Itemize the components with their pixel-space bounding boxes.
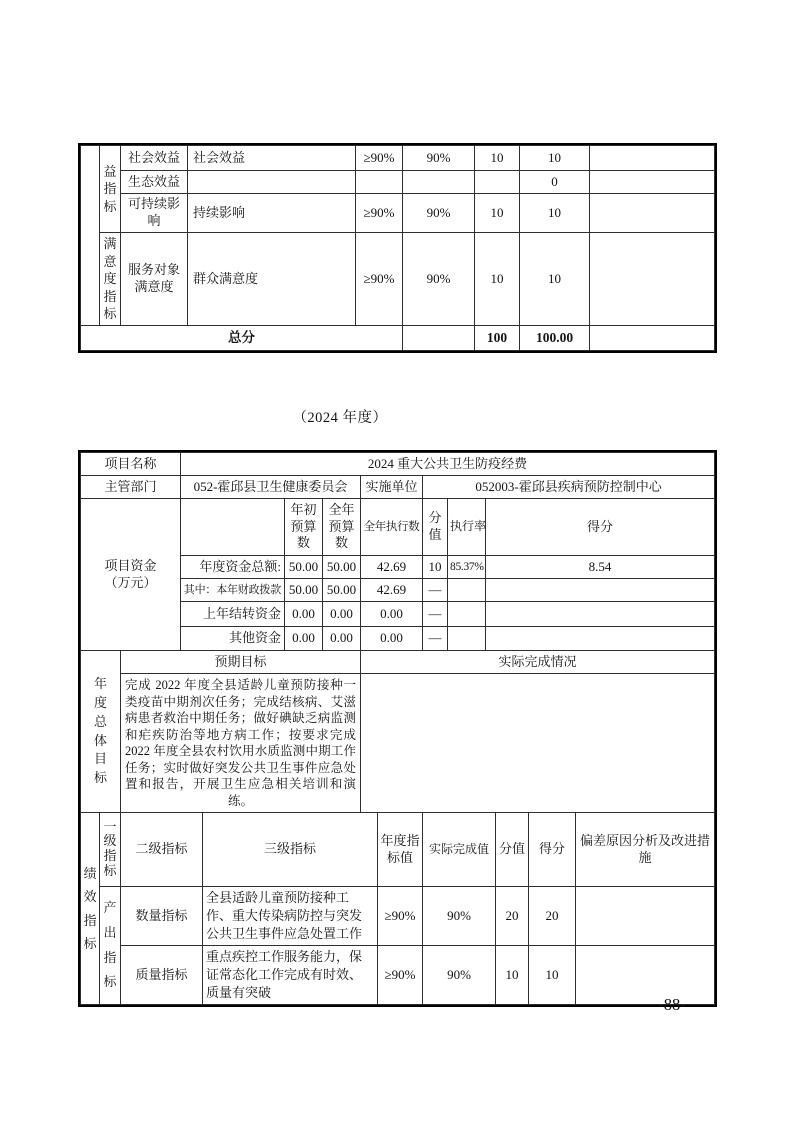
perf-header-l2-cell: 二级指标: [121, 813, 203, 887]
satisfaction-group-cell: [100, 233, 121, 326]
funds-header-blank-cell: [181, 499, 285, 556]
funds-score-cell: [486, 627, 715, 651]
points-cell: 10: [475, 233, 520, 326]
actual-cell: 90%: [403, 233, 475, 326]
perf-actual-cell: 90%: [423, 946, 496, 1005]
summary-score-grid: [80, 145, 715, 351]
funds-initial-cell: 0.00: [285, 627, 323, 651]
target-cell: ≥90%: [356, 233, 403, 326]
performance-indicators-section: [80, 812, 715, 1005]
perf-score-cell: 10: [529, 946, 576, 1005]
target-cell: ≥90%: [356, 146, 403, 171]
points-cell: [475, 171, 520, 194]
funds-points-cell: —: [423, 579, 448, 602]
score-cell: 10: [520, 146, 590, 171]
funds-label-cell: [81, 499, 181, 651]
perf-header-l3-cell: 三级指标: [203, 813, 378, 887]
l3-cell: 群众满意度: [188, 233, 356, 326]
perf-header-score-cell: 得分: [529, 813, 576, 887]
perf-header-deviation: 偏差原因分析及改进措施: [579, 833, 710, 866]
perf-deviation-cell: [576, 887, 715, 946]
annual-goal-label: 年度总体目标: [93, 675, 107, 786]
funds-annual-cell: 50.00: [323, 556, 361, 579]
funds-initial-cell: 0.00: [285, 602, 323, 627]
funds-executed-cell: 42.69: [361, 579, 423, 602]
funds-header-annual-cell: 全年预算数: [323, 499, 361, 556]
perf-score-cell: 20: [529, 887, 576, 946]
l2-cell: 社会效益: [121, 146, 188, 171]
target-cell: [356, 171, 403, 194]
funds-annual-cell: 0.00: [323, 602, 361, 627]
perf-actual-cell: 90%: [423, 887, 496, 946]
project-performance-table: [78, 450, 717, 1007]
expected-goal-text-cell: 完成 2022 年度全县适龄儿童预防接种一类疫苗中期剂次任务；完成结核病、艾滋病患者救治中期任务；做好碘缺乏病监测和疟疾防治等地方病工作；按要求完成 2022 年度全县农村饮用水质监测中期工作任务；实时做好突发公共卫生事件应急处置和报告，开展卫生应急相关培训和演练。: [121, 674, 361, 813]
perf-header-deviation-cell: [576, 813, 715, 887]
perf-target-cell: ≥90%: [378, 887, 423, 946]
funds-points-cell: —: [423, 627, 448, 651]
funds-executed-cell: 42.69: [361, 556, 423, 579]
unit-label-cell: 实施单位: [361, 476, 423, 499]
project-name-value-cell: 2024 重大公共卫生防疫经费: [181, 453, 715, 476]
perf-points-cell: 10: [496, 946, 529, 1005]
funds-label-line1: 项目资金: [104, 557, 157, 573]
funds-score-cell: [486, 602, 715, 627]
total-blank-cell: [403, 326, 475, 351]
funds-annual-cell: 0.00: [323, 627, 361, 651]
unit-value-cell: 052003-霍邱县疾病预防控制中心: [423, 476, 715, 499]
dept-label-cell: 主管部门: [81, 476, 181, 499]
actual-result-header-cell: 实际完成情况: [361, 651, 715, 674]
funds-rate-cell: [448, 602, 486, 627]
perf-header-l1: 一级指标: [103, 818, 117, 878]
note-cell: [590, 233, 715, 326]
actual-cell: 90%: [403, 194, 475, 233]
total-note-cell: [590, 326, 715, 351]
l3-cell: 社会效益: [188, 146, 356, 171]
benefit-group-cell: [100, 146, 121, 233]
l2-cell: 生态效益: [121, 171, 188, 194]
funds-item-cell: 其中：本年财政拨款: [181, 579, 285, 602]
carryover-spacer-cell: [81, 146, 100, 326]
points-cell: 10: [475, 194, 520, 233]
funds-rate-cell: [448, 579, 486, 602]
satisfaction-group-label: 满意度指标: [103, 236, 117, 322]
funds-initial-cell: 50.00: [285, 556, 323, 579]
score-cell: 10: [520, 194, 590, 233]
year-title: （2024 年度）: [292, 410, 388, 426]
funds-header-rate-cell: 执行率: [448, 499, 486, 556]
funds-annual-cell: 50.00: [323, 579, 361, 602]
l2-cell: 服务对象满意度: [121, 233, 188, 326]
perf-l3-cell: 重点疾控工作服务能力，保证常态化工作完成有时效、质量有突破: [203, 946, 378, 1005]
funds-rate-cell: 85.37%: [448, 556, 486, 579]
perf-l3-cell: 全县适龄儿童预防接种工作、重大传染病防控与突发公共卫生事件应急处置工作: [203, 887, 378, 946]
benefit-group-label: 益指标: [103, 163, 117, 214]
performance-label-cell: [81, 813, 100, 1005]
annual-goal-section: [80, 650, 715, 813]
actual-result-text-cell: [361, 674, 715, 813]
l2-cell: 可持续影响: [121, 194, 188, 233]
points-cell: 10: [475, 146, 520, 171]
funds-points-cell: 10: [423, 556, 448, 579]
funds-initial-cell: 50.00: [285, 579, 323, 602]
annual-goal-label-cell: [81, 651, 121, 813]
l3-cell: [188, 171, 356, 194]
total-points-cell: 100: [475, 326, 520, 351]
perf-header-points-cell: 分值: [496, 813, 529, 887]
performance-label: 绩效指标: [83, 865, 97, 951]
funds-rate-cell: [448, 627, 486, 651]
perf-header-actual-cell: 实际完成值: [423, 813, 496, 887]
note-cell: [590, 171, 715, 194]
funds-points-cell: —: [423, 602, 448, 627]
actual-cell: [403, 171, 475, 194]
l3-cell: 持续影响: [188, 194, 356, 233]
output-group-cell: [100, 887, 121, 1005]
funds-header-executed-cell: 全年执行数: [361, 499, 423, 556]
actual-cell: 90%: [403, 146, 475, 171]
target-cell: ≥90%: [356, 194, 403, 233]
funds-executed-cell: 0.00: [361, 627, 423, 651]
funds-header-points-cell: 分值: [423, 499, 448, 556]
funds-score-cell: 8.54: [486, 556, 715, 579]
perf-header-l1-cell: [100, 813, 121, 887]
page-number: -88-: [658, 995, 686, 1014]
funds-label-line2: （万元）: [104, 574, 157, 590]
note-cell: [590, 146, 715, 171]
total-label-cell: 总分: [81, 326, 403, 351]
funds-header-score-cell: 得分: [486, 499, 715, 556]
perf-points-cell: 20: [496, 887, 529, 946]
total-score-cell: 100.00: [520, 326, 590, 351]
funds-item-cell: 其他资金: [181, 627, 285, 651]
perf-l2-cell: 质量指标: [121, 946, 203, 1005]
dept-value-cell: 052-霍邱县卫生健康委员会: [181, 476, 361, 499]
project-name-label-cell: 项目名称: [81, 453, 181, 476]
perf-l2-cell: 数量指标: [121, 887, 203, 946]
expected-goal-header-cell: 预期目标: [121, 651, 361, 674]
note-cell: [590, 194, 715, 233]
funds-item-cell: 年度资金总额:: [181, 556, 285, 579]
score-cell: 0: [520, 171, 590, 194]
output-group-label: 产出指标: [103, 900, 117, 990]
summary-score-table: [78, 143, 717, 353]
funds-header-initial-cell: 年初预算数: [285, 499, 323, 556]
funds-executed-cell: 0.00: [361, 602, 423, 627]
score-cell: 10: [520, 233, 590, 326]
perf-header-target-cell: 年度指标值: [378, 813, 423, 887]
funds-item-cell: 上年结转资金: [181, 602, 285, 627]
perf-target-cell: ≥90%: [378, 946, 423, 1005]
funds-score-cell: [486, 579, 715, 602]
project-info-funds-section: [80, 452, 715, 651]
